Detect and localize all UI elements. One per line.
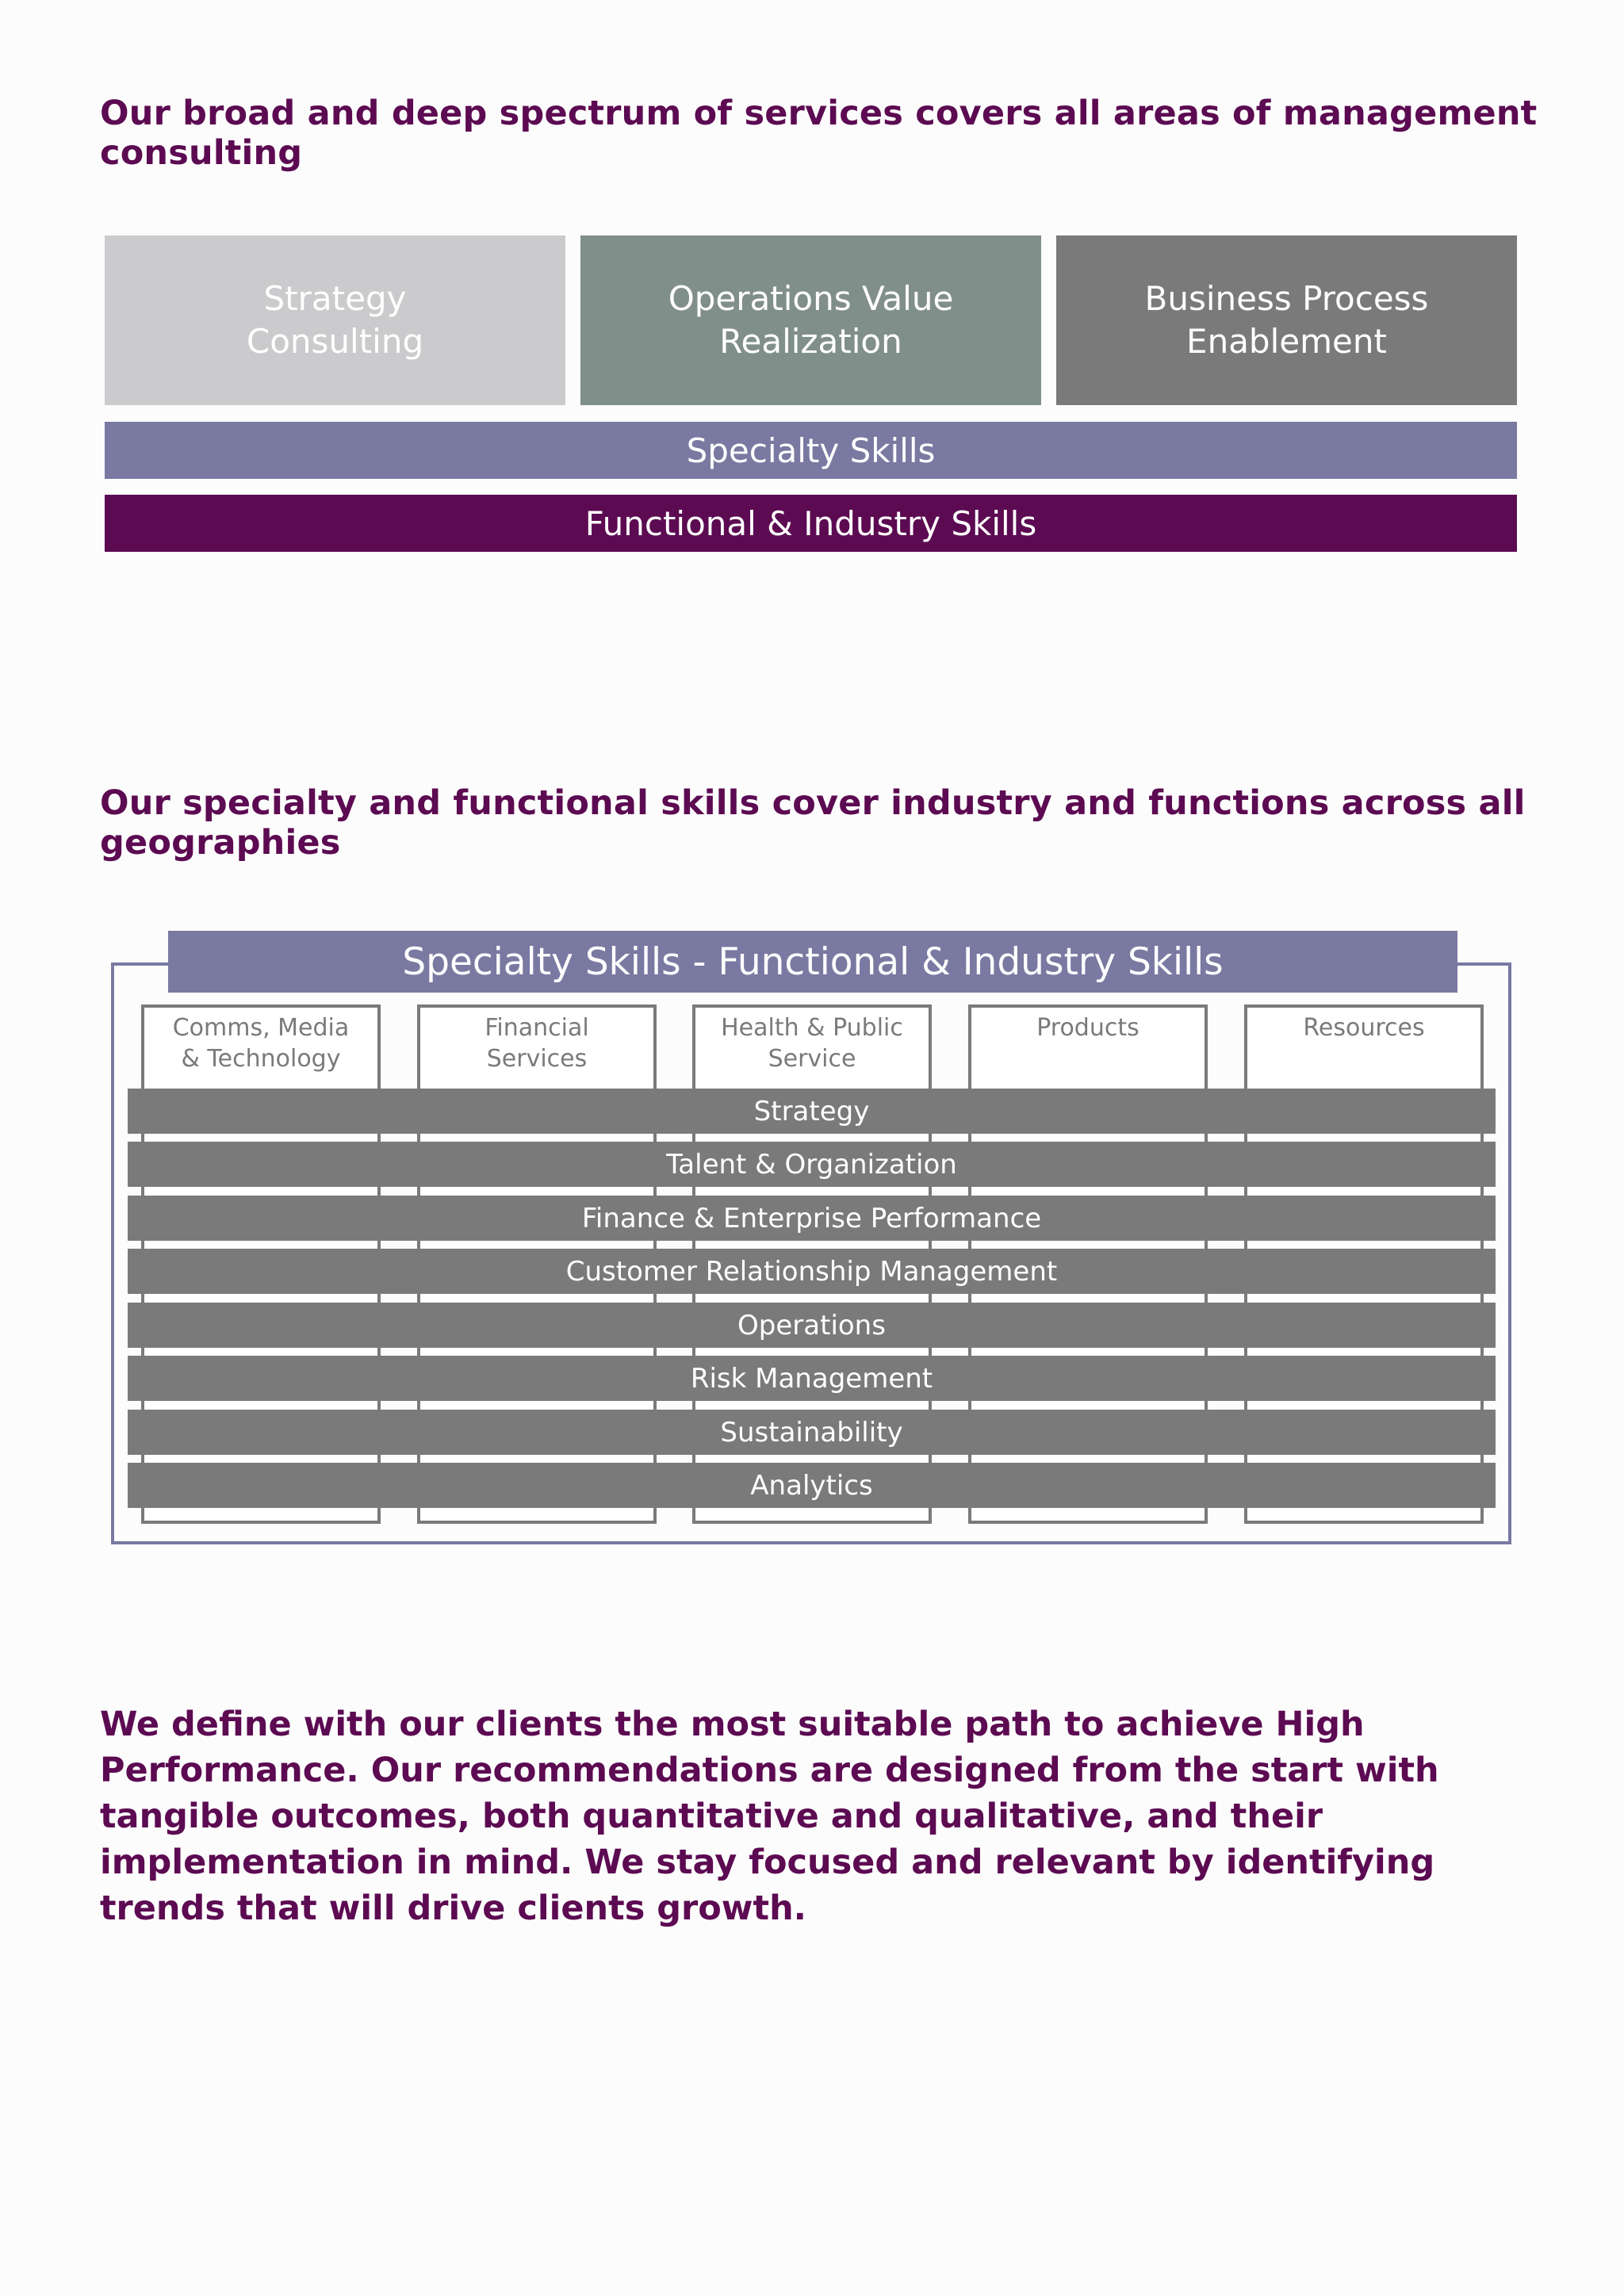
function-row-talent-organization: Talent & Organization [128,1142,1496,1187]
functional-industry-skills-band: Functional & Industry Skills [105,495,1517,552]
service-box-business-process-enablement: Business Process Enablement [1056,235,1517,405]
industry-column-financial-services: Financial Services [417,1004,657,1524]
function-row-finance-enterprise-performance: Finance & Enterprise Performance [128,1196,1496,1241]
function-row-analytics: Analytics [128,1463,1496,1508]
service-box-strategy-consulting: Strategy Consulting [105,235,565,405]
industry-column-health-public-service: Health & Public Service [692,1004,932,1524]
industry-column-products: Products [968,1004,1208,1524]
function-row-strategy: Strategy [128,1089,1496,1134]
skills-matrix-title: Specialty Skills - Functional & Industry Skills [168,931,1457,993]
function-row-risk-management: Risk Management [128,1356,1496,1401]
services-heading: Our broad and deep spectrum of services covers all areas of management consulting [100,94,1538,173]
function-row-customer-relationship-management: Customer Relationship Management [128,1249,1496,1294]
service-box-operations-value-realization: Operations Value Realization [580,235,1041,405]
high-performance-paragraph: We define with our clients the most suitable path to achieve High Performance. Our recommendations are designed from the start with tangible outcomes, both quantitative and qualitative, and their implementation in mind. We stay focused and relevant by identifying trends that will drive clients growth. [100,1705,1439,1928]
function-row-sustainability: Sustainability [128,1410,1496,1455]
industry-column-comms-media-technology: Comms, Media & Technology [141,1004,381,1524]
function-row-operations: Operations [128,1303,1496,1348]
specialty-skills-band: Specialty Skills [105,422,1517,479]
skills-heading: Our specialty and functional skills cover industry and functions across all geographies [100,783,1526,863]
industry-column-resources: Resources [1244,1004,1484,1524]
